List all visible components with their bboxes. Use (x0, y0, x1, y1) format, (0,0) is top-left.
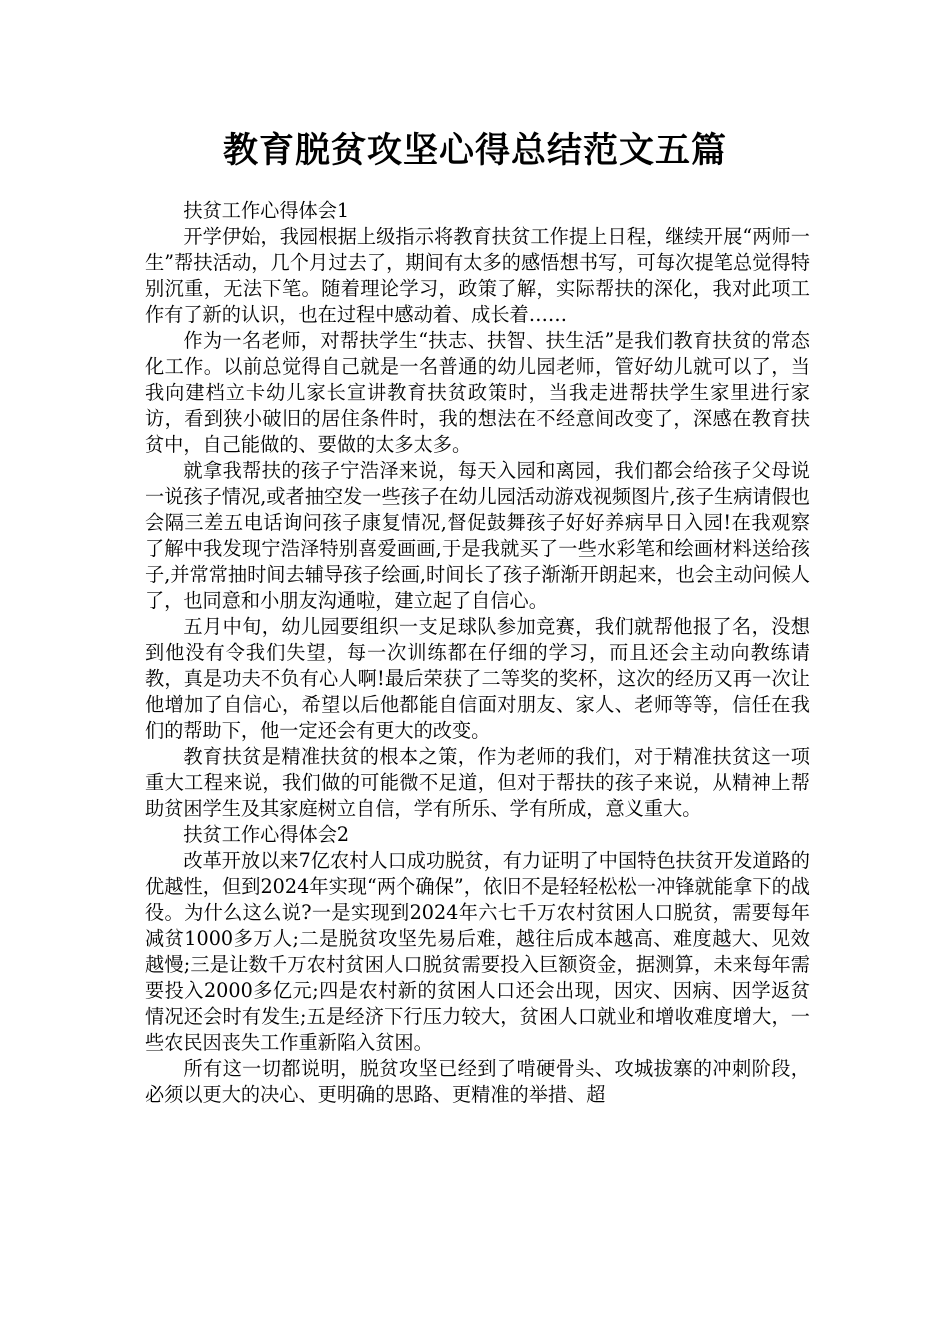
paragraph: 就拿我帮扶的孩子宁浩泽来说，每天入园和离园，我们都会给孩子父母说一说孩子情况,或者抽空发一些孩子在幼儿园活动游戏视频图片,孩子生病请假也会隔三差五电话询问孩子康复情况,督促鼓舞孩子好好养病早日入园!在我观察了解中我发现宁浩泽特别喜爱画画,于是我就买了一些水彩笔和绘画材料送给孩子,并常常抽时间去辅导孩子绘画,时间长了孩子渐渐开朗起来，也会主动问候人了，也同意和小朋友沟通啦，建立起了自信心。 (145, 459, 810, 612)
document-body (145, 198, 810, 1108)
section-heading-2: 扶贫工作心得体会2 (183, 823, 350, 846)
paragraph: 五月中旬，幼儿园要组织一支足球队参加竞赛，我们就帮他报了名，没想到他没有令我们失望，每一次训练都在仔细的学习，而且还会主动向教练请教，真是功夫不负有心人啊!最后荣获了二等奖的奖杯，这次的经历又再一次让他增加了自信心，希望以后他都能自信面对朋友、家人、老师等等，信任在我们的帮助下，他一定还会有更大的改变。 (145, 615, 810, 742)
paragraph: 开学伊始，我园根据上级指示将教育扶贫工作提上日程，继续开展“两师一生”帮扶活动，几个月过去了，期间有太多的感悟想书写，可每次提笔总觉得特别沉重，无法下笔。随着理论学习，政策了解，实际帮扶的深化，我对此项工作有了新的认识，也在过程中感动着、成长着…… (145, 225, 810, 326)
paragraph: 作为一名老师，对帮扶学生“扶志、扶智、扶生活”是我们教育扶贫的常态化工作。以前总觉得自己就是一名普通的幼儿园老师，管好幼儿就可以了，当我向建档立卡幼儿家长宣讲教育扶贫政策时，当我走进帮扶学生家里进行家访，看到狭小破旧的居住条件时，我的想法在不经意间改变了，深感在教育扶贫中，自己能做的、要做的太多太多。 (145, 329, 810, 456)
paragraph: 改革开放以来7亿农村人口成功脱贫，有力证明了中国特色扶贫开发道路的优越性，但到2024年实现“两个确保”，依旧不是轻轻松松一冲锋就能拿下的战役。为什么这么说?一是实现到2024年六七千万农村贫困人口脱贫，需要每年减贫1000多万人;二是脱贫攻坚先易后难，越往后成本越高、难度越大、见效越慢;三是让数千万农村贫困人口脱贫需要投入巨额资金，据测算，未来每年需要投入2000多亿元;四是农村新的贫困人口还会出现，因灾、因病、因学返贫情况还会时有发生;五是经济下行压力较大，贫困人口就业和增收难度增大，一些农民因丧失工作重新陷入贫困。 (145, 849, 810, 1054)
section-heading-1: 扶贫工作心得体会1 (183, 199, 350, 222)
paragraph: 所有这一切都说明，脱贫攻坚已经到了啃硬骨头、攻城拔寨的冲刺阶段，必须以更大的决心、更明确的思路、更精准的举措、超 (145, 1057, 810, 1106)
paragraph: 教育扶贫是精准扶贫的根本之策，作为老师的我们，对于精准扶贫这一项重大工程来说，我们做的可能微不足道，但对于帮扶的孩子来说，从精神上帮助贫困学生及其家庭树立自信，学有所乐、学有所成，意义重大。 (145, 745, 810, 820)
page-title: 教育脱贫攻坚心得总结范文五篇 (222, 131, 727, 171)
